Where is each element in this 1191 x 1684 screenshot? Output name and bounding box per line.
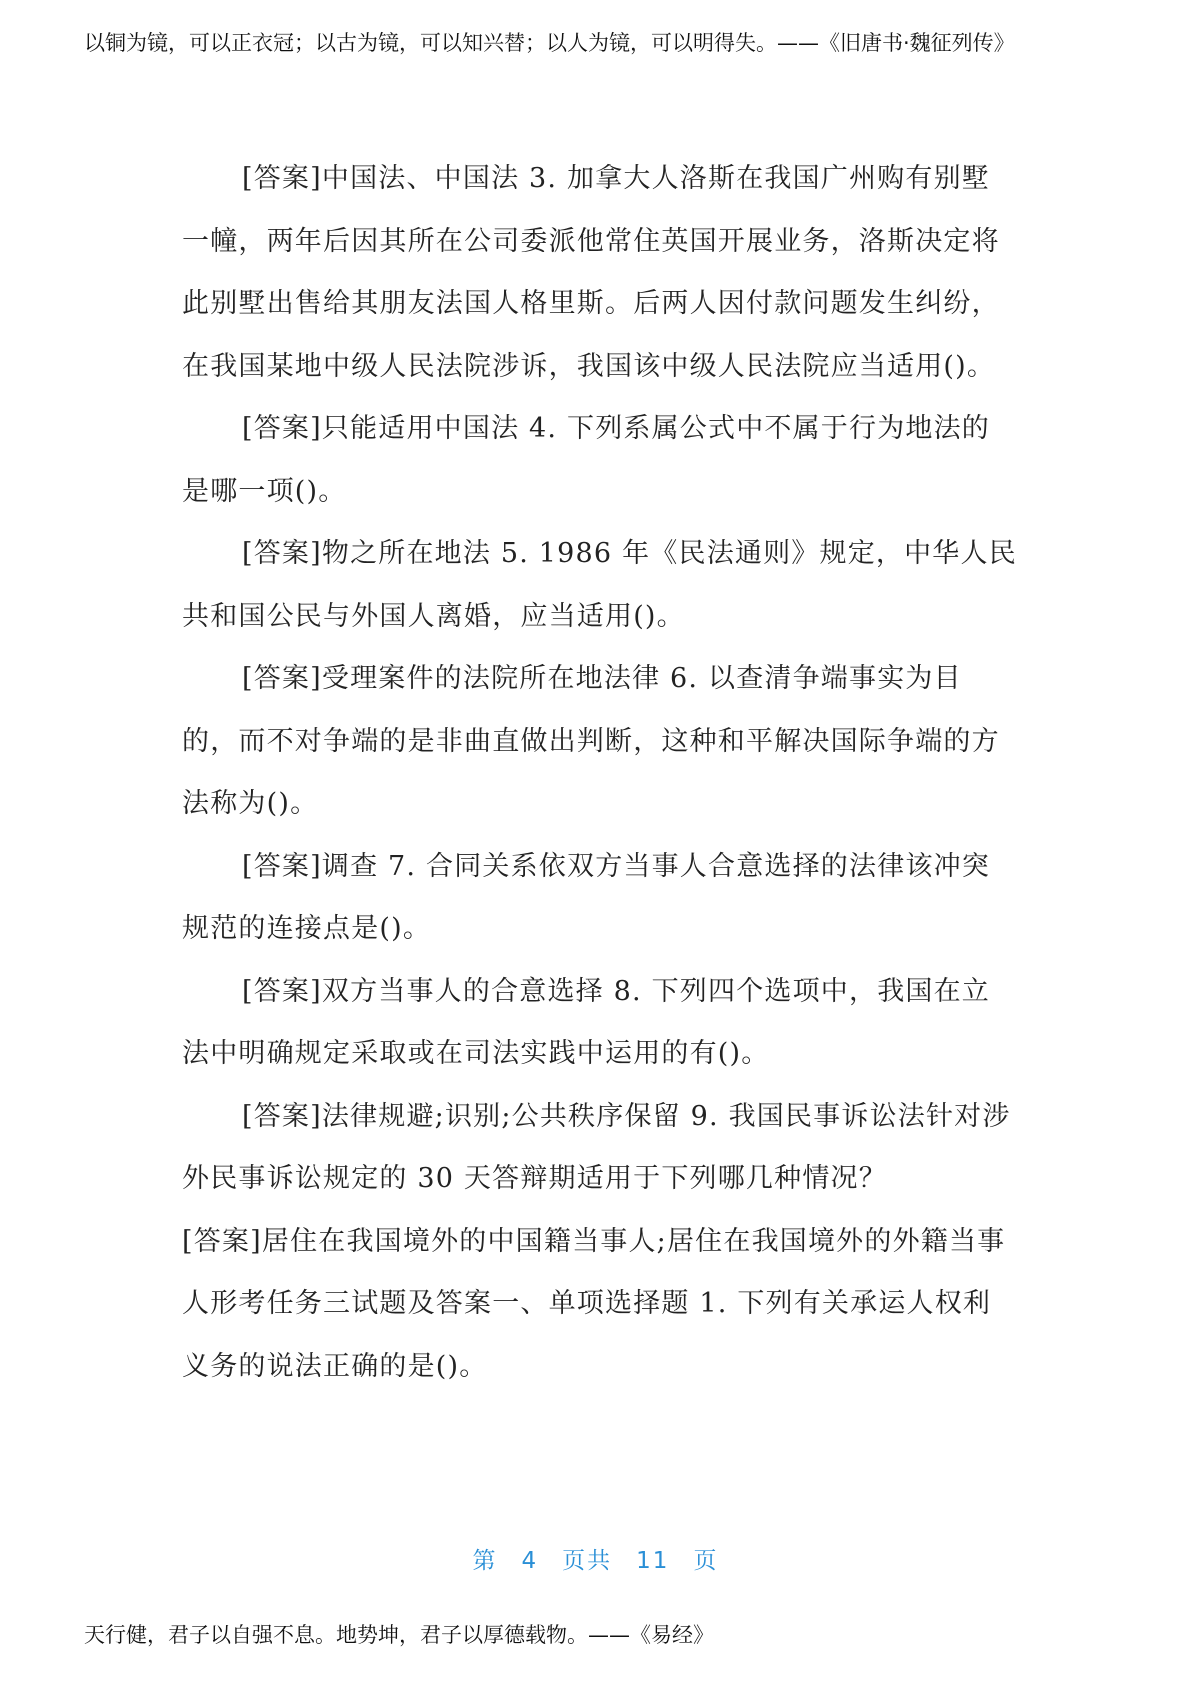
paragraph-answer-3-question-4: [答案]只能适用中国法 4. 下列系属公式中不属于行为地法的是哪一项()。	[182, 413, 990, 507]
page-number-current: 4	[521, 1548, 539, 1574]
paragraph-answer-6-question-7: [答案]调查 7. 合同关系依双方当事人合意选择的法律该冲突规范的连接点是()。	[182, 850, 990, 944]
paragraph-answer-8-question-9: [答案]法律规避;识别;公共秩序保留 9. 我国民事诉讼法针对涉外民事诉讼规定的 30 天答辩期适用于下列哪几种情况？	[182, 1100, 1011, 1194]
paragraph-answer-5-question-6: [答案]受理案件的法院所在地法律 6. 以查清争端事实为目的，而不对争端的是非曲直做出判断，这种和平解决国际争端的方法称为()。	[182, 663, 1000, 819]
footer-quote: 天行健，君子以自强不息。地势坤，君子以厚德载物。——《易经》	[84, 1623, 714, 1647]
document-body	[182, 148, 1017, 1398]
page-number-total: 11	[636, 1548, 670, 1574]
paragraph-answer-4-question-5: [答案]物之所在地法 5. 1986 年《民法通则》规定，中华人民共和国公民与外国人离婚，应当适用()。	[182, 538, 1017, 632]
page-number-middle: 页共	[562, 1548, 613, 1574]
paragraph-answer-7-question-8: [答案]双方当事人的合意选择 8. 下列四个选项中，我国在立法中明确规定采取或在司法实践中运用的有()。	[182, 975, 990, 1069]
paragraph-answer-2-question-3: [答案]中国法、中国法 3. 加拿大人洛斯在我国广州购有别墅一幢，两年后因其所在公司委派他常住英国开展业务，洛斯决定将此别墅出售给其朋友法国人格里斯。后两人因付款问题发生纠纷，在我国某地中级人民法院涉诉，我国该中级人民法院应当适用()。	[182, 163, 1000, 382]
page-number-suffix: 页	[693, 1548, 719, 1574]
paragraph-answer-9-section-3: [答案]居住在我国境外的中国籍当事人;居住在我国境外的外籍当事人形考任务三试题及答案一、单项选择题 1. 下列有关承运人权利义务的说法正确的是()。	[182, 1225, 1006, 1382]
page-number-prefix: 第	[472, 1548, 498, 1574]
page-number	[0, 1542, 1191, 1575]
header-quote: 以铜为镜，可以正衣冠；以古为镜，可以知兴替；以人为镜，可以明得失。——《旧唐书·魏征列传》	[84, 31, 1015, 55]
